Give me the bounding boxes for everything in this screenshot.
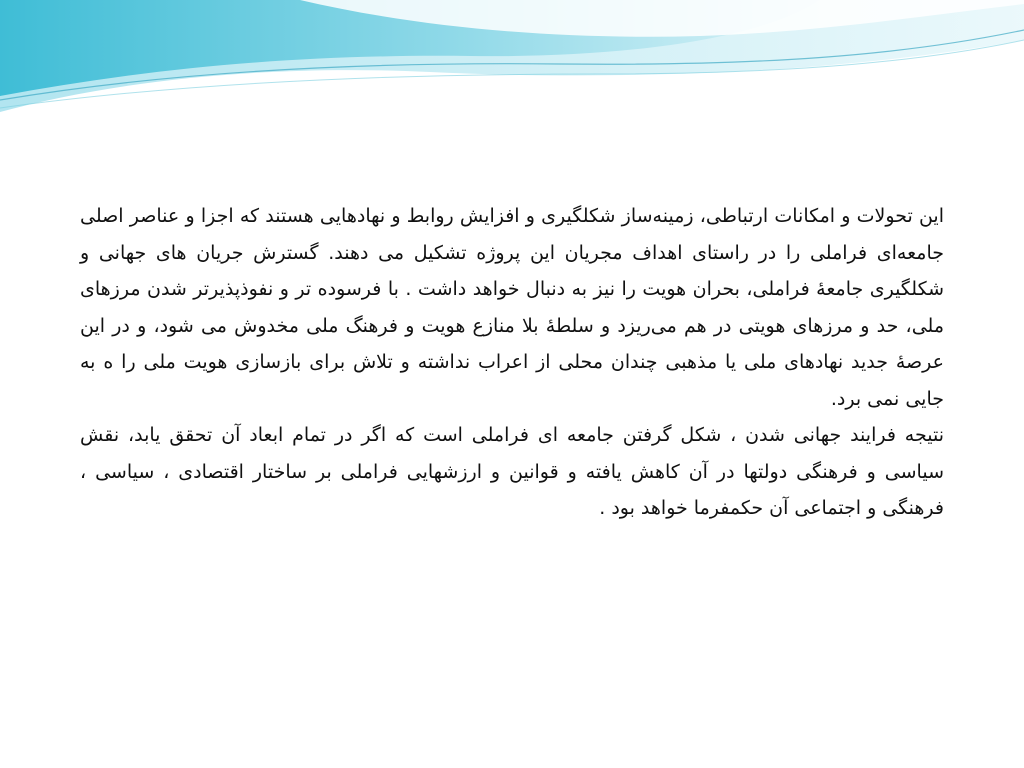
paragraph: نتیجه فرایند جهانی شدن ، شکل گرفتن جامعه ای فراملی است که اگر در تمام ابعاد آن تحقق یابد، نقش سیاسی و فرهنگی دولتها در آن کاهش یافته و قوانین و ارزشهایی فراملی بر ساختار اقتصادی ، سیاسی ، فرهنگی و اجتماعی آن حکمفرما خواهد بود .	[80, 424, 944, 519]
slide-body-text	[80, 198, 944, 527]
paragraph: این تحولات و امکانات ارتباطی، زمینه‌ساز شکلگیری و افزایش روابط و نهادهایی هستند که اجزا و عناصر اصلی جامعه‌ای فراملی را در راستای اهداف مجریان این پروژه تشکیل می دهند. گسترش جریان های جهانی و شکلگیری جامعهٔ فراملی، بحران هویت را نیز به دنبال خواهد داشت . با فرسوده تر و نفوذپذیرتر شدن مرزهای ملی، حد و مرزهای هویتی در هم می‌ریزد و سلطهٔ بلا منازع هویت و فرهنگ ملی مخدوش می شود، و در این عرصهٔ جدید نهادهای ملی یا مذهبی چندان محلی از اعراب نداشته و تلاش برای بازسازی هویت ملی را ه به جایی نمی برد.	[80, 205, 944, 410]
decorative-wave-header	[0, 0, 1024, 130]
